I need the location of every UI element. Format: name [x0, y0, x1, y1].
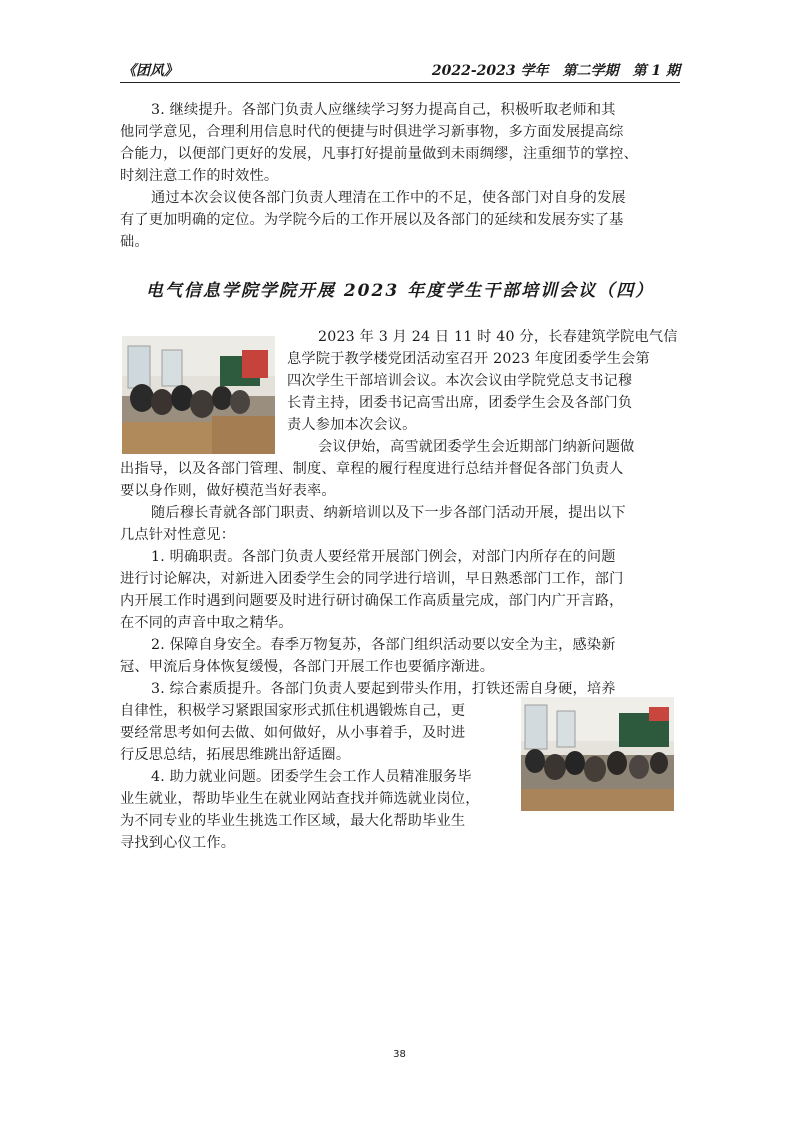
intro-line: 3. 继续提升。各部门负责人应继续学习努力提高自己，积极听取老师和其: [151, 102, 616, 118]
meeting-photo-2: [521, 697, 674, 811]
article-line: 出指导，以及各部门管理、制度、章程的履行程度进行总结并督促各部门负责人: [120, 461, 624, 477]
article-line: 自律性，积极学习紧跟国家形式抓住机遇锻炼自己，更: [120, 703, 466, 719]
page-number: 38: [393, 1049, 406, 1060]
article-line: 2023 年 3 月 24 日 11 时 40 分，长春建筑学院电气信: [318, 329, 678, 345]
intro-line: 础。: [120, 234, 149, 250]
intro-line: 合能力，以便部门更好的发展，凡事打好提前量做到未雨绸缪，注重细节的掌控、: [120, 146, 638, 162]
header-divider: [120, 82, 680, 83]
article-line: 责人参加本次会议。: [287, 417, 417, 433]
article-line: 长青主持，团委书记高雪出席，团委学生会及各部门负: [287, 395, 633, 411]
article-line: 会议伊始，高雪就团委学生会近期部门纳新问题做: [318, 439, 635, 455]
article-line: 几点针对性意见：: [120, 527, 236, 543]
article-title: 电气信息学院学院开展 2023 年度学生干部培训会议（四）: [145, 281, 655, 301]
article-line: 要以身作则，做好模范当好表率。: [120, 483, 336, 499]
page-header: [120, 60, 680, 82]
article-line: 息学院于教学楼党团活动室召开 2023 年度团委学生会第: [287, 351, 650, 367]
issue-info: 2022-2023 学年 第二学期 第 1 期: [431, 63, 680, 79]
article-line: 进行讨论解决，对新进入团委学生会的同学进行培训，早日熟悉部门工作，部门: [120, 571, 624, 587]
article-line: 寻找到心仪工作。: [120, 835, 236, 851]
intro-line: 时刻注意工作的时效性。: [120, 168, 279, 184]
article-line: 四次学生干部培训会议。本次会议由学院党总支书记穆: [287, 373, 633, 389]
article-line: 3. 综合素质提升。各部门负责人要起到带头作用，打铁还需自身硬，培养: [151, 681, 616, 697]
article-line: 1. 明确职责。各部门负责人要经常开展部门例会，对部门内所存在的问题: [151, 549, 616, 565]
article-line: 2. 保障自身安全。春季万物复苏，各部门组织活动要以安全为主，感染新: [151, 637, 616, 653]
intro-line: 他同学意见，合理利用信息时代的便捷与时俱进学习新事物，多方面发展提高综: [120, 124, 624, 140]
intro-line: 通过本次会议使各部门负责人理清在工作中的不足，使各部门对自身的发展: [151, 190, 626, 206]
article-line: 为不同专业的毕业生挑选工作区域，最大化帮助毕业生: [120, 813, 466, 829]
article-line: 内开展工作时遇到问题要及时进行研讨确保工作高质量完成，部门内广开言路，: [120, 593, 624, 609]
article-line: 随后穆长青就各部门职责、纳新培训以及下一步各部门活动开展，提出以下: [151, 505, 626, 521]
meeting-photo-1: [122, 336, 275, 454]
article-line: 冠、甲流后身体恢复缓慢，各部门开展工作也要循序渐进。: [120, 659, 495, 675]
intro-line: 有了更加明确的定位。为学院今后的工作开展以及各部门的延续和发展夯实了基: [120, 212, 624, 228]
article-line: 4. 助力就业问题。团委学生会工作人员精准服务毕: [151, 769, 472, 785]
article-line: 在不同的声音中取之精华。: [120, 615, 293, 631]
journal-name: 《团风》: [122, 63, 178, 79]
article-line: 行反思总结，拓展思维跳出舒适圈。: [120, 747, 351, 763]
article-line: 要经常思考如何去做、如何做好，从小事着手，及时进: [120, 725, 466, 741]
article-line: 业生就业，帮助毕业生在就业网站查找并筛选就业岗位，: [120, 791, 480, 807]
